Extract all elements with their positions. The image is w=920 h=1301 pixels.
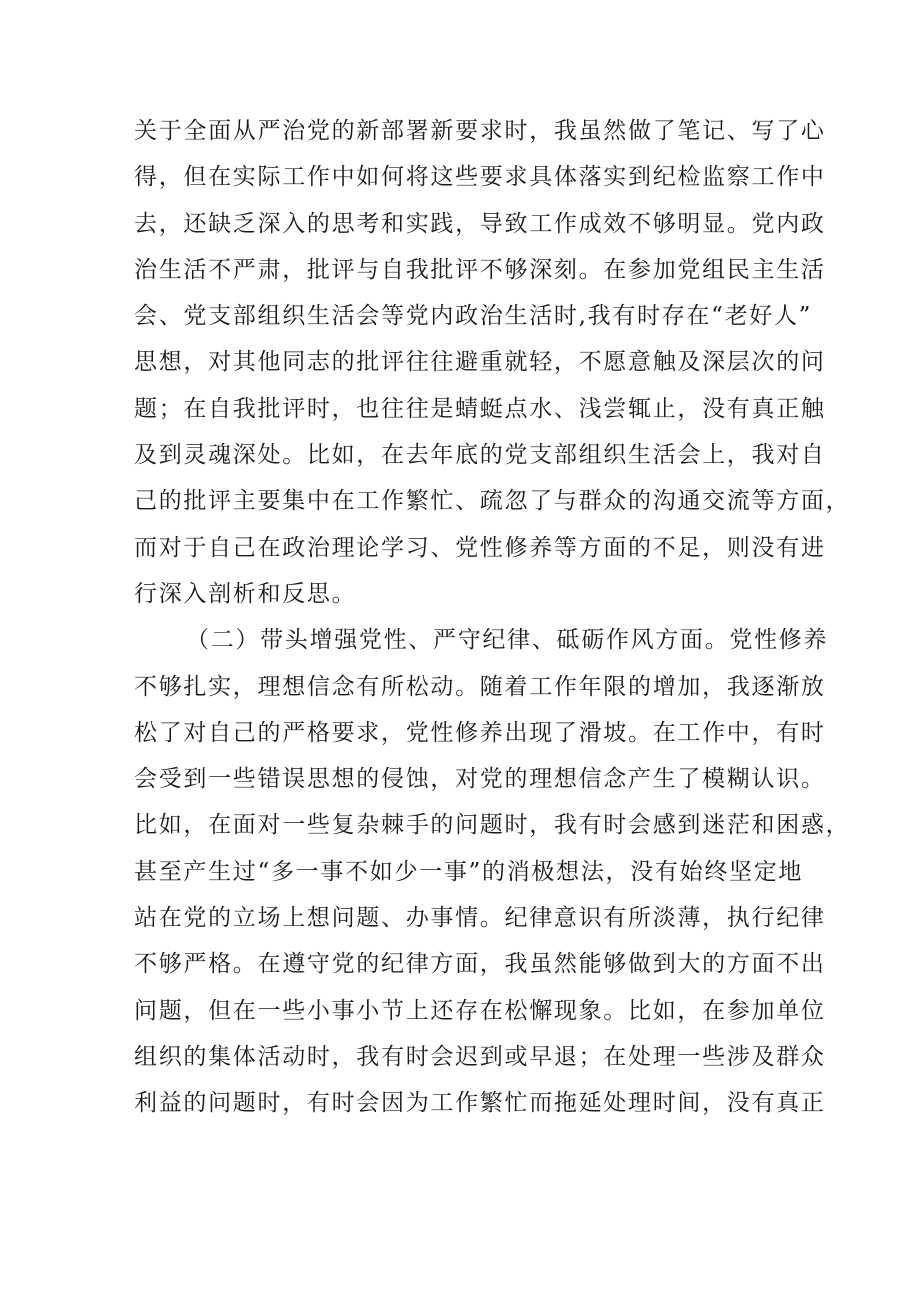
text-line: 治生活不严肃，批评与自我批评不够深刻。在参加党组民主生活 bbox=[134, 256, 826, 283]
text-line: 比如，在面对一些复杂棘手的问题时，我有时会感到迷茫和困惑， bbox=[134, 812, 851, 839]
paragraph-2 bbox=[134, 617, 851, 1126]
text-line: 己的批评主要集中在工作繁忙、疏忽了与群众的沟通交流等方面， bbox=[134, 488, 851, 515]
text-line: 松了对自己的严格要求，党性修养出现了滑坡。在工作中，有时 bbox=[134, 719, 826, 746]
text-line: 思想，对其他同志的批评往往避重就轻，不愿意触及深层次的问 bbox=[134, 349, 826, 376]
section-heading-line: （二）带头增强党性、严守纪律、砥砺作风方面。党性修养 bbox=[186, 627, 829, 654]
text-line: 及到灵魂深处。比如，在去年底的党支部组织生活会上，我对自 bbox=[134, 442, 826, 469]
text-line: 站在党的立场上想问题、办事情。纪律意识有所淡薄，执行纪律 bbox=[134, 905, 826, 932]
text-line: 不够严格。在遵守党的纪律方面，我虽然能够做到大的方面不出 bbox=[134, 951, 826, 978]
document-body bbox=[134, 108, 851, 1127]
text-line: 利益的问题时，有时会因为工作繁忙而拖延处理时间，没有真正 bbox=[134, 1090, 826, 1117]
text-line: 不够扎实，理想信念有所松动。随着工作年限的增加，我逐渐放 bbox=[134, 673, 826, 700]
paragraph-1 bbox=[134, 108, 851, 617]
text-line: 会、党支部组织生活会等党内政治生活时,我有时存在“老好人” bbox=[134, 303, 813, 330]
text-line: 问题，但在一些小事小节上还存在松懈现象。比如，在参加单位 bbox=[134, 997, 826, 1024]
text-line: 行深入剖析和反思。 bbox=[134, 580, 357, 607]
text-line: 关于全面从严治党的新部署新要求时，我虽然做了笔记、写了心 bbox=[134, 118, 826, 144]
text-line: 去，还缺乏深入的思考和实践，导致工作成效不够明显。党内政 bbox=[134, 210, 826, 237]
text-line: 得，但在实际工作中如何将这些要求具体落实到纪检监察工作中 bbox=[134, 164, 826, 191]
text-line: 组织的集体活动时，我有时会迟到或早退；在处理一些涉及群众 bbox=[134, 1043, 826, 1070]
text-line: 会受到一些错误思想的侵蚀，对党的理想信念产生了模糊认识。 bbox=[134, 766, 826, 793]
text-line: 题；在自我批评时，也往往是蜻蜓点水、浅尝辄止，没有真正触 bbox=[134, 395, 826, 422]
text-line: 而对于自己在政治理论学习、党性修养等方面的不足，则没有进 bbox=[134, 534, 826, 561]
text-line: 甚至产生过“多一事不如少一事”的消极想法，没有始终坚定地 bbox=[134, 858, 804, 885]
